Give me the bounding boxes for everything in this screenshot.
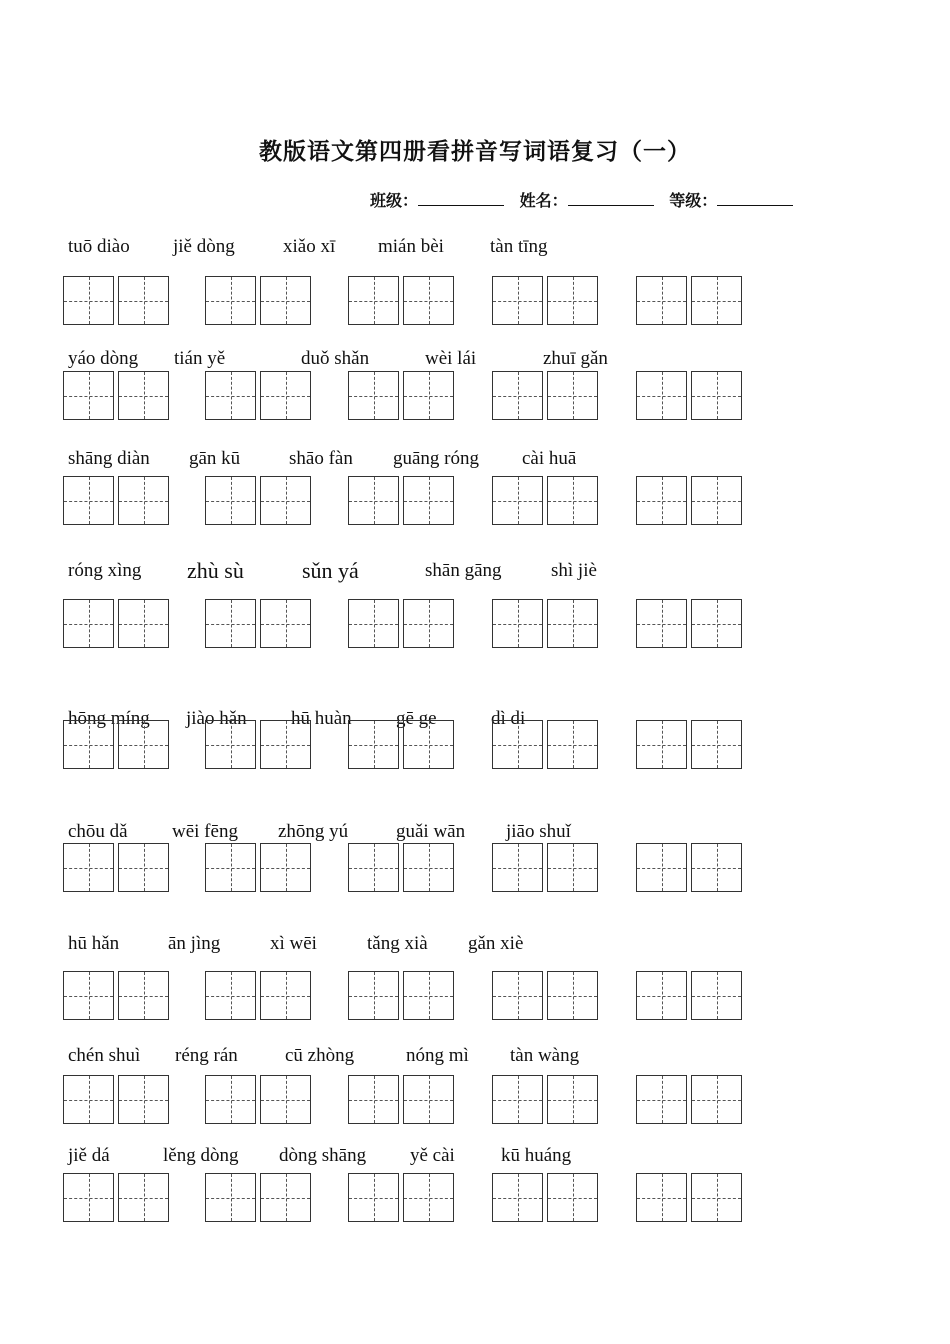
word-box-group <box>636 720 742 770</box>
writing-cell[interactable] <box>260 843 311 892</box>
writing-cell[interactable] <box>492 371 543 420</box>
pinyin-word: zhù sù <box>187 558 244 583</box>
writing-cell[interactable] <box>636 1173 687 1222</box>
writing-cell[interactable] <box>348 1173 399 1222</box>
writing-boxes <box>0 371 950 423</box>
word-box-group <box>636 843 742 893</box>
word-box-group <box>492 971 598 1021</box>
writing-cell[interactable] <box>691 1173 742 1222</box>
pinyin-word: lěng dòng <box>163 1145 239 1166</box>
writing-cell[interactable] <box>403 371 454 420</box>
grade-field[interactable] <box>669 188 793 211</box>
writing-cell[interactable] <box>691 371 742 420</box>
writing-cell[interactable] <box>403 276 454 325</box>
word-box-group <box>205 371 311 421</box>
writing-cell[interactable] <box>547 1075 598 1124</box>
writing-cell[interactable] <box>492 476 543 525</box>
writing-cell[interactable] <box>403 971 454 1020</box>
word-box-group <box>636 1075 742 1125</box>
writing-cell[interactable] <box>118 371 169 420</box>
word-box-group <box>348 843 454 893</box>
writing-cell[interactable] <box>691 1075 742 1124</box>
writing-cell[interactable] <box>636 599 687 648</box>
writing-cell[interactable] <box>403 1173 454 1222</box>
pinyin-word: tuō diào <box>68 236 130 257</box>
writing-boxes <box>0 843 950 895</box>
word-box-group <box>348 276 454 326</box>
writing-cell[interactable] <box>691 276 742 325</box>
writing-boxes <box>0 276 950 328</box>
word-box-group <box>63 371 169 421</box>
writing-cell[interactable] <box>547 371 598 420</box>
pinyin-word: chén shuì <box>68 1045 141 1066</box>
writing-cell[interactable] <box>118 720 169 769</box>
writing-cell[interactable] <box>348 371 399 420</box>
word-box-group <box>205 276 311 326</box>
word-box-group <box>63 476 169 526</box>
word-box-group <box>492 476 598 526</box>
pinyin-word: tǎng xià <box>367 933 428 954</box>
grade-blank[interactable] <box>717 191 793 206</box>
writing-cell[interactable] <box>636 371 687 420</box>
word-box-group <box>636 971 742 1021</box>
pinyin-word: jiě dá <box>68 1145 110 1166</box>
writing-cell[interactable] <box>205 371 256 420</box>
writing-cell[interactable] <box>260 476 311 525</box>
writing-cell[interactable] <box>205 971 256 1020</box>
pinyin-word: shāo fàn <box>289 448 353 469</box>
pinyin-word: wēi fēng <box>172 821 238 842</box>
class-label: 班级： <box>370 191 419 210</box>
grade-label: 等级： <box>669 191 718 210</box>
pinyin-line <box>0 236 950 260</box>
writing-cell[interactable] <box>636 276 687 325</box>
writing-cell[interactable] <box>547 843 598 892</box>
writing-boxes <box>0 971 950 1023</box>
word-box-group <box>63 971 169 1021</box>
name-field[interactable] <box>520 188 654 211</box>
writing-cell[interactable] <box>636 720 687 769</box>
pinyin-word: dì di <box>491 708 526 729</box>
pinyin-word: hōng míng <box>68 708 150 729</box>
writing-cell[interactable] <box>118 843 169 892</box>
word-box-group <box>63 1173 169 1223</box>
word-box-group <box>348 599 454 649</box>
writing-cell[interactable] <box>348 843 399 892</box>
student-info-line <box>370 188 803 211</box>
writing-cell[interactable] <box>691 720 742 769</box>
writing-cell[interactable] <box>636 971 687 1020</box>
pinyin-line <box>0 448 950 472</box>
pinyin-word: guāng róng <box>393 448 480 469</box>
word-box-group <box>348 1173 454 1223</box>
pinyin-word: guǎi wān <box>396 821 466 842</box>
pinyin-word: shì jiè <box>551 560 597 581</box>
writing-cell[interactable] <box>348 599 399 648</box>
writing-cell[interactable] <box>118 599 169 648</box>
pinyin-word: zhōng yú <box>278 821 349 842</box>
writing-cell[interactable] <box>260 371 311 420</box>
writing-cell[interactable] <box>403 843 454 892</box>
pinyin-word: tián yě <box>174 348 226 369</box>
writing-cell[interactable] <box>492 843 543 892</box>
word-box-group <box>205 1173 311 1223</box>
word-box-group <box>492 843 598 893</box>
word-box-group <box>348 1075 454 1125</box>
writing-cell[interactable] <box>403 599 454 648</box>
writing-cell[interactable] <box>348 971 399 1020</box>
pinyin-word: hū hǎn <box>68 933 120 954</box>
pinyin-line <box>0 933 950 957</box>
writing-cell[interactable] <box>118 276 169 325</box>
class-blank[interactable] <box>418 191 504 206</box>
word-box-group <box>63 720 169 770</box>
pinyin-word: yáo dòng <box>68 348 139 369</box>
word-box-group <box>636 1173 742 1223</box>
writing-cell[interactable] <box>691 971 742 1020</box>
writing-cell[interactable] <box>63 476 114 525</box>
writing-cell[interactable] <box>403 476 454 525</box>
writing-cell[interactable] <box>118 971 169 1020</box>
pinyin-word: jiào hǎn <box>186 708 247 729</box>
pinyin-word: cài huā <box>522 448 577 469</box>
writing-cell[interactable] <box>492 1075 543 1124</box>
pinyin-word: tàn tīng <box>490 236 548 257</box>
writing-cell[interactable] <box>348 476 399 525</box>
page-title: 教版语文第四册看拼音写词语复习（一） <box>259 139 691 165</box>
word-box-group <box>348 971 454 1021</box>
writing-cell[interactable] <box>348 1075 399 1124</box>
word-box-group <box>636 476 742 526</box>
writing-cell[interactable] <box>348 720 399 769</box>
writing-cell[interactable] <box>547 1173 598 1222</box>
word-box-group <box>205 971 311 1021</box>
writing-cell[interactable] <box>63 720 114 769</box>
pinyin-word: chōu dǎ <box>68 821 128 842</box>
pinyin-word: róng xìng <box>68 560 142 581</box>
writing-cell[interactable] <box>63 1075 114 1124</box>
writing-cell[interactable] <box>260 276 311 325</box>
writing-cell[interactable] <box>205 599 256 648</box>
writing-cell[interactable] <box>636 476 687 525</box>
writing-cell[interactable] <box>691 843 742 892</box>
writing-cell[interactable] <box>205 476 256 525</box>
writing-cell[interactable] <box>547 476 598 525</box>
writing-cell[interactable] <box>205 276 256 325</box>
writing-boxes <box>0 476 950 528</box>
writing-cell[interactable] <box>260 1075 311 1124</box>
writing-boxes <box>0 599 950 651</box>
writing-cell[interactable] <box>492 971 543 1020</box>
writing-cell[interactable] <box>348 276 399 325</box>
writing-cell[interactable] <box>636 1075 687 1124</box>
writing-cell[interactable] <box>691 476 742 525</box>
writing-cell[interactable] <box>492 720 543 769</box>
writing-cell[interactable] <box>260 1173 311 1222</box>
pinyin-line <box>0 1045 950 1069</box>
pinyin-line <box>0 348 950 372</box>
writing-cell[interactable] <box>63 1173 114 1222</box>
writing-cell[interactable] <box>547 276 598 325</box>
writing-cell[interactable] <box>118 476 169 525</box>
pinyin-word: gǎn xiè <box>468 933 524 954</box>
pinyin-word: jiāo shuǐ <box>506 821 571 842</box>
word-box-group <box>63 599 169 649</box>
pinyin-word: sǔn yá <box>302 558 359 583</box>
writing-cell[interactable] <box>492 276 543 325</box>
pinyin-word: yě cài <box>410 1145 455 1166</box>
writing-cell[interactable] <box>403 1075 454 1124</box>
name-label: 姓名： <box>519 191 568 210</box>
writing-cell[interactable] <box>205 1173 256 1222</box>
writing-cell[interactable] <box>63 843 114 892</box>
word-box-group <box>636 371 742 421</box>
pinyin-word: gān kū <box>189 448 241 469</box>
pinyin-word: kū huáng <box>501 1145 572 1166</box>
word-box-group <box>63 1075 169 1125</box>
word-box-group <box>636 276 742 326</box>
pinyin-word: jiě dòng <box>173 236 235 257</box>
pinyin-word: nóng mì <box>406 1045 469 1066</box>
pinyin-word: tàn wàng <box>510 1045 580 1066</box>
name-blank[interactable] <box>568 191 654 206</box>
writing-cell[interactable] <box>205 843 256 892</box>
writing-cell[interactable] <box>118 1075 169 1124</box>
writing-cell[interactable] <box>492 599 543 648</box>
word-box-group <box>205 476 311 526</box>
writing-cell[interactable] <box>547 971 598 1020</box>
pinyin-word: hū huàn <box>291 708 352 729</box>
word-box-group <box>492 1075 598 1125</box>
word-box-group <box>492 1173 598 1223</box>
pinyin-word: xiǎo xī <box>283 236 336 257</box>
word-box-group <box>63 843 169 893</box>
pinyin-line <box>0 560 950 584</box>
class-field[interactable] <box>370 188 504 211</box>
writing-cell[interactable] <box>260 971 311 1020</box>
pinyin-word: shān gāng <box>425 560 502 581</box>
pinyin-word: dòng shāng <box>279 1145 367 1166</box>
word-box-group <box>492 599 598 649</box>
pinyin-word: xì wēi <box>270 933 317 954</box>
writing-boxes <box>0 1173 950 1225</box>
writing-boxes <box>0 1075 950 1127</box>
word-box-group <box>205 843 311 893</box>
word-box-group <box>205 599 311 649</box>
word-box-group <box>492 371 598 421</box>
word-box-group <box>492 276 598 326</box>
writing-cell[interactable] <box>547 720 598 769</box>
writing-cell[interactable] <box>691 599 742 648</box>
pinyin-word: cū zhòng <box>285 1045 355 1066</box>
pinyin-word: zhuī gǎn <box>543 348 608 369</box>
writing-cell[interactable] <box>63 371 114 420</box>
pinyin-word: wèi lái <box>425 348 477 369</box>
writing-cell[interactable] <box>205 1075 256 1124</box>
word-box-group <box>636 599 742 649</box>
writing-cell[interactable] <box>260 720 311 769</box>
writing-cell[interactable] <box>118 1173 169 1222</box>
word-box-group <box>63 276 169 326</box>
writing-cell[interactable] <box>63 599 114 648</box>
word-box-group <box>492 720 598 770</box>
writing-cell[interactable] <box>492 1173 543 1222</box>
writing-cell[interactable] <box>63 276 114 325</box>
pinyin-word: gē ge <box>396 708 437 729</box>
writing-cell[interactable] <box>205 720 256 769</box>
pinyin-line <box>0 1145 950 1169</box>
writing-cell[interactable] <box>547 599 598 648</box>
word-box-group <box>348 476 454 526</box>
pinyin-word: mián bèi <box>378 236 444 257</box>
writing-cell[interactable] <box>260 599 311 648</box>
pinyin-word: duǒ shǎn <box>301 348 370 369</box>
pinyin-word: shāng diàn <box>68 448 150 469</box>
writing-cell[interactable] <box>403 720 454 769</box>
word-box-group <box>205 1075 311 1125</box>
word-box-group <box>205 720 311 770</box>
writing-boxes <box>0 720 950 772</box>
word-box-group <box>348 371 454 421</box>
writing-cell[interactable] <box>63 971 114 1020</box>
pinyin-word: ān jìng <box>168 933 221 954</box>
pinyin-line <box>0 821 950 845</box>
writing-cell[interactable] <box>636 843 687 892</box>
word-box-group <box>348 720 454 770</box>
pinyin-word: réng rán <box>175 1045 238 1066</box>
